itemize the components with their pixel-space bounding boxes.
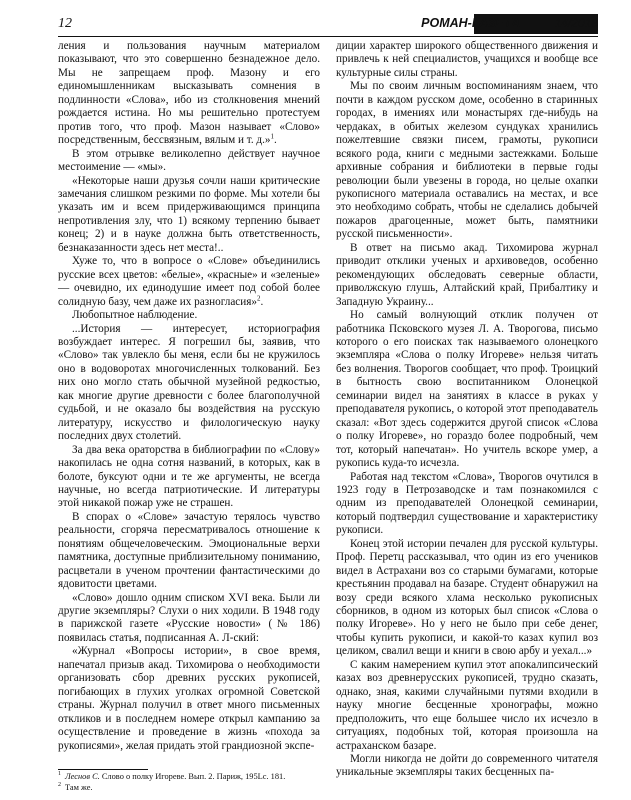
footnote-number: 2 bbox=[58, 781, 61, 788]
paragraph-text: Хуже то, что в вопросе о «Слове» объединились русские всех цветов: «белые», «красные» и «зеленые» — очевидно, их единодушие имеет под собой более солидную базу, чем даже их разногласия» bbox=[58, 255, 320, 308]
paragraph: Но самый волнующий отклик получен от работника Псковского музея Л. А. Творогова, письмо которого о его поисках так называемого олонецкого экземпляра «Слова о полку Игореве» нельзя читать без волнения. Творогов сообщает, что проф. Троицкий в бытность свою воспитанником Олонецкой семинарии видел на занятиях в классе в руках у преподавателя рукопись, о которой этот преподаватель сказал: «Вот здесь содержится другой список «Слова о полку Игореве», но гораздо более подробный, чем тот, который напечатан». Но учитель вскоре умер, а рукопись куда-то исчезла. bbox=[336, 309, 598, 470]
header-rule bbox=[58, 36, 598, 37]
footnote-text: Там же. bbox=[65, 782, 93, 792]
paragraph: Любопытное наблюдение. bbox=[72, 309, 198, 322]
paragraph: диции характер широкого общественного движения и привлечь к ней специалистов, учащихся и вообще все культурные силы страны. bbox=[336, 40, 598, 79]
footnote-author: Леснов С. bbox=[65, 772, 100, 781]
paragraph: Работая над текстом «Слова», Творогов очутился в 1923 году в Петрозаводске и там познакомился с одним из преподавателей Олонецкой семинарии, который подтвердил существование и характеристику рукописи. bbox=[336, 470, 598, 537]
paragraph: С каким намерением купил этот апокалипсический казах воз древнерусских рукописей, трудно сказать, однако, зная, какими случайными путями входили в науку многие бесценные хронографы, можно предположить, что еще большее число их исчезло в ситуациях, подобных той, которая произошла на астраханском базаре. bbox=[336, 658, 598, 752]
paragraph: Могли никогда не дойти до современного читателя уникальные экземпляры таких бесценных па- bbox=[336, 753, 598, 779]
footnote-ref: 2 bbox=[257, 293, 261, 302]
footnotes bbox=[58, 772, 320, 793]
paragraph: Мы по своим личным воспоминаниям знаем, что почти в каждом русском доме, особенно в старинных городах, в имениях или монастырях где-нибудь на чердаках, в обитых железом сундуках хранились пожелтевшие связки писем, грамоты, рукописи всякого рода, книги с медными застежками. Больше архивные собрания и библиотеки в первые годы революции были увезены в города, но целые охапки рукописного материала оставались на местах, и все это необходимо собрать, чтобы не сделались добычей пожаров драгоценные, может быть, памятники русской письменности». bbox=[336, 80, 598, 241]
running-header bbox=[58, 14, 598, 36]
page-number: 12 bbox=[58, 16, 72, 31]
footnote-number: 1 bbox=[58, 771, 61, 778]
right-column bbox=[336, 40, 598, 780]
footnote-text: Слово о полку Игореве. Вып. 2. Париж, 195Lс. 181. bbox=[99, 772, 286, 781]
paragraph: В ответ на письмо акад. Тихомирова журнал приводит отклики ученых и архивоведов, особенно рекомендующих обследовать северные области, приволжскую глушь, Алтайский край, Прибалтику и Западную Украину... bbox=[336, 241, 598, 308]
paragraph-text: ления и пользования научным материалом показывают, что это совершенно безнадежное дело. Мы не запрещаем проф. Мазону и его единомышленникам высказывать сомнения в подлинности «Слова», ибо из столкновения мнений рождается истина. Но мы решительно протестуем против того, что проф. Мазон называет «Слово» посредственным, бессвязным, вялым и т. д.» bbox=[58, 40, 320, 147]
paragraph: «Некоторые наши друзья сочли наши критические замечания слишком резкими по форме. Мы хотели бы указать им и всем придерживающимся принципа непротивления злу, что 1) всякому терпению бывает конец; 2) и в науке должна быть ответственность, безнаказанности здесь нет места!.. bbox=[58, 174, 320, 254]
publication-title: РОМАН-ГАЗЕТА bbox=[421, 16, 520, 30]
footnote-ref: 1 bbox=[270, 132, 274, 141]
paragraph: «Журнал «Вопросы истории», в свое время, напечатал призыв акад. Тихомирова о необходимости организовать сбор древних русских рукописей, погибающих в глухих уголках огромной Советской страны. Журнал получил в ответ много письменных откликов и в последнем номере открыл кампанию за осуществление и проведение в жизнь «похода за рукописями», желая придать этой грандиозной экспе- bbox=[58, 645, 320, 752]
footnote bbox=[58, 772, 320, 783]
paragraph: В спорах о «Слове» зачастую терялось чувство реальности, сгоряча пересматривалось отношение к понятиям общечеловеческим. Эмоциональные верхи памятника, доступные приблизительному пониманию, расцветали в ученом прочтении фантастическими до ядовитости цветами. bbox=[58, 510, 320, 591]
paragraph: В этом отрывке великолепно действует научное местоимение — «мы». bbox=[58, 147, 320, 174]
paragraph: Хуже то, что в вопросе о «Слове» объединились русские всех цветов: «белые», «красные» и «зеленые» — очевидно, их единодушие имеет под собой более солидную базу, чем даже их разногласия»$^2$. bbox=[58, 255, 320, 308]
issue-number: 14/2018 bbox=[554, 16, 598, 30]
left-column bbox=[58, 40, 320, 753]
paragraph: ...История — интересует, историография возбуждает интерес. Я погрешил бы, заявив, что «Слово» так увлекло бы меня, если бы не кружилось оно в водоворотах многочисленных толкований. Без них оно могло стать обычной музейной редкостью, как многие другие древности с более благополучной судьбой, и не оказало бы воздействия на русскую литературу, искусство и филологическую науку последних двух столетий. bbox=[58, 322, 320, 443]
footnote bbox=[58, 783, 320, 794]
paragraph: Конец этой истории печален для русской культуры. Проф. Перетц рассказывал, что один из его учеников видел в Астрахани воз со старыми бумагами, которые крестьянин продавал на базаре. Студент обнаружил на возу среди всякого хлама несколько рукописных сборников, в одном из которых был список «Слова о полку Игореве». Но у него не было при себе денег, чтобы купить рукописи, и какой-то казах купил воз целиком, свалил вещи и книги в свою арбу и уехал...» bbox=[336, 537, 598, 658]
paragraph: ления и пользования научным материалом показывают, что это совершенно безнадежное дело. Мы не запрещаем проф. Мазону и его единомышленникам высказывать сомнения в подлинности «Слова», ибо из столкновения мнений рождается истина. Но мы решительно протестуем против того, что проф. Мазон называет «Слово» посредственным, бессвязным, вялым и т. д.»$^1$. bbox=[58, 40, 320, 147]
paragraph: За два века ораторства в библиографии по «Слову» накопилась не одна сотня названий, в которых, как в болоте, буксуют одни и те же аргументы, не всегда научные, но всегда патриотические. И литературы этой никакой пожар уже не страшен. bbox=[58, 443, 320, 510]
footnote-rule bbox=[58, 769, 148, 770]
paragraph: «Слово» дошло одним списком XVI века. Были ли другие экземпляры? Слухи о них ходили. В 1948 году в парижской газете «Русские новости» (№ 186) появилась статья, подписанная А. Л-ский: bbox=[58, 591, 320, 644]
